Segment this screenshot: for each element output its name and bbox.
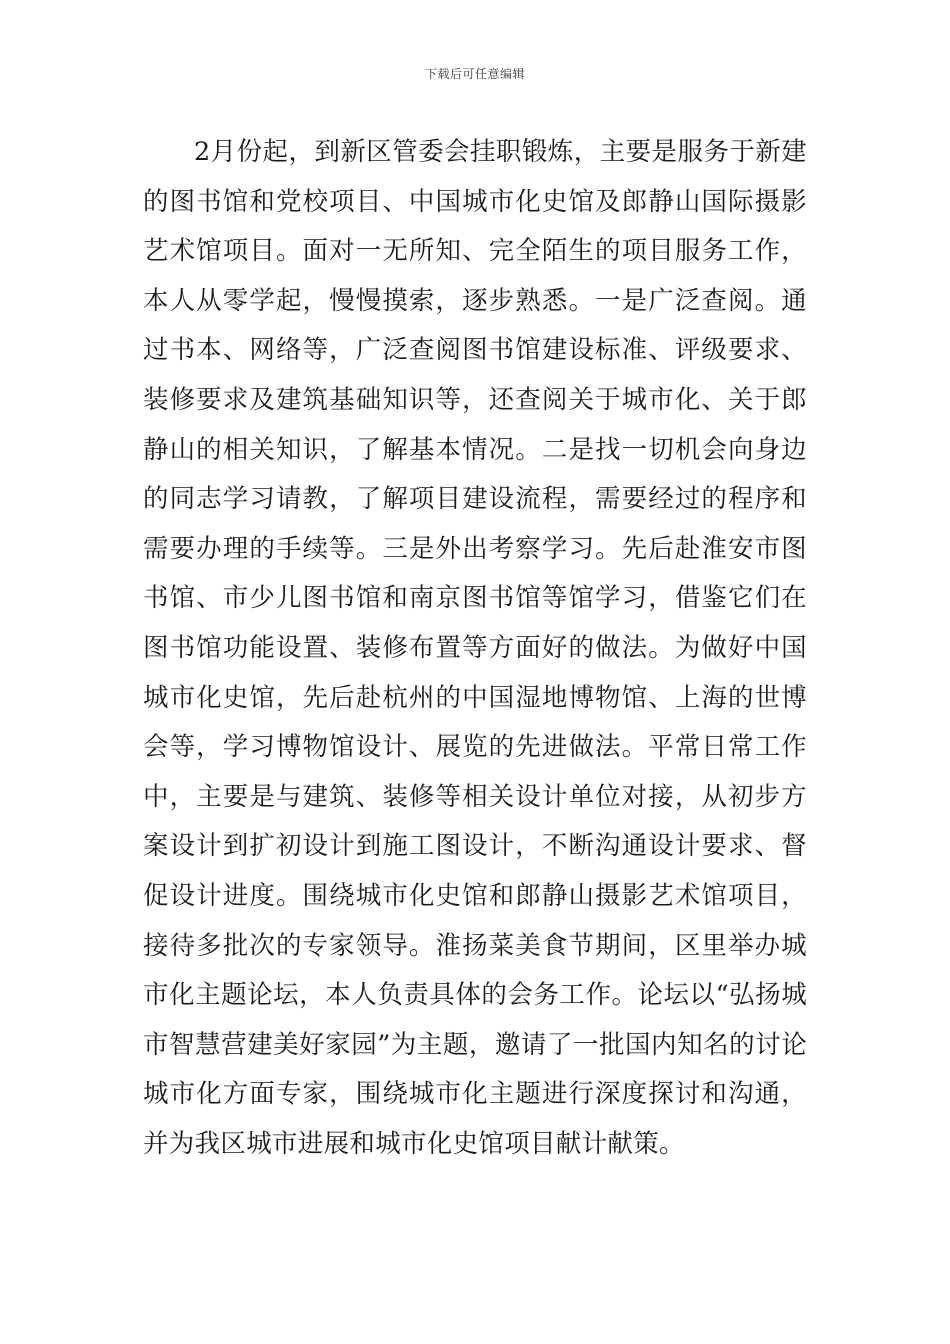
page-header-note: 下载后可任意编辑 [424,67,525,81]
body-paragraph: 2月份起，到新区管委会挂职锻炼，主要是服务于新建的图书馆和党校项目、中国城市化史馆及郎静山国际摄影艺术馆项目。面对一无所知、完全陌生的项目服务工作，本人从零学起，慢慢摸索，逐步熟悉。一是广泛查阅。通过书本、网络等，广泛查阅图书馆建设标准、评级要求、装修要求及建筑基础知识等，还查阅关于城市化、关于郎静山的相关知识，了解基本情况。二是找一切机会向身边的同志学习请教，了解项目建设流程，需要经过的程序和需要办理的手续等。三是外出考察学习。先后赴淮安市图书馆、市少儿图书馆和南京图书馆等馆学习，借鉴它们在图书馆功能设置、装修布置等方面好的做法。为做好中国城市化史馆，先后赴杭州的中国湿地博物馆、上海的世博会等，学习博物馆设计、展览的先进做法。平常日常工作中，主要是与建筑、装修等相关设计单位对接，从初步方案设计到扩初设计到施工图设计，不断沟通设计要求、督促设计进度。围绕城市化史馆和郎静山摄影艺术馆项目，接待多批次的专家领导。淮扬菜美食节期间，区里举办城市化主题论坛，本人负责具体的会务工作。论坛以“弘扬城市智慧营建美好家园”为主题，邀请了一批国内知名的讨论城市化方面专家，围绕城市化主题进行深度探讨和沟通，并为我区城市进展和城市化史馆项目献计献策。 [143,137,807,1159]
